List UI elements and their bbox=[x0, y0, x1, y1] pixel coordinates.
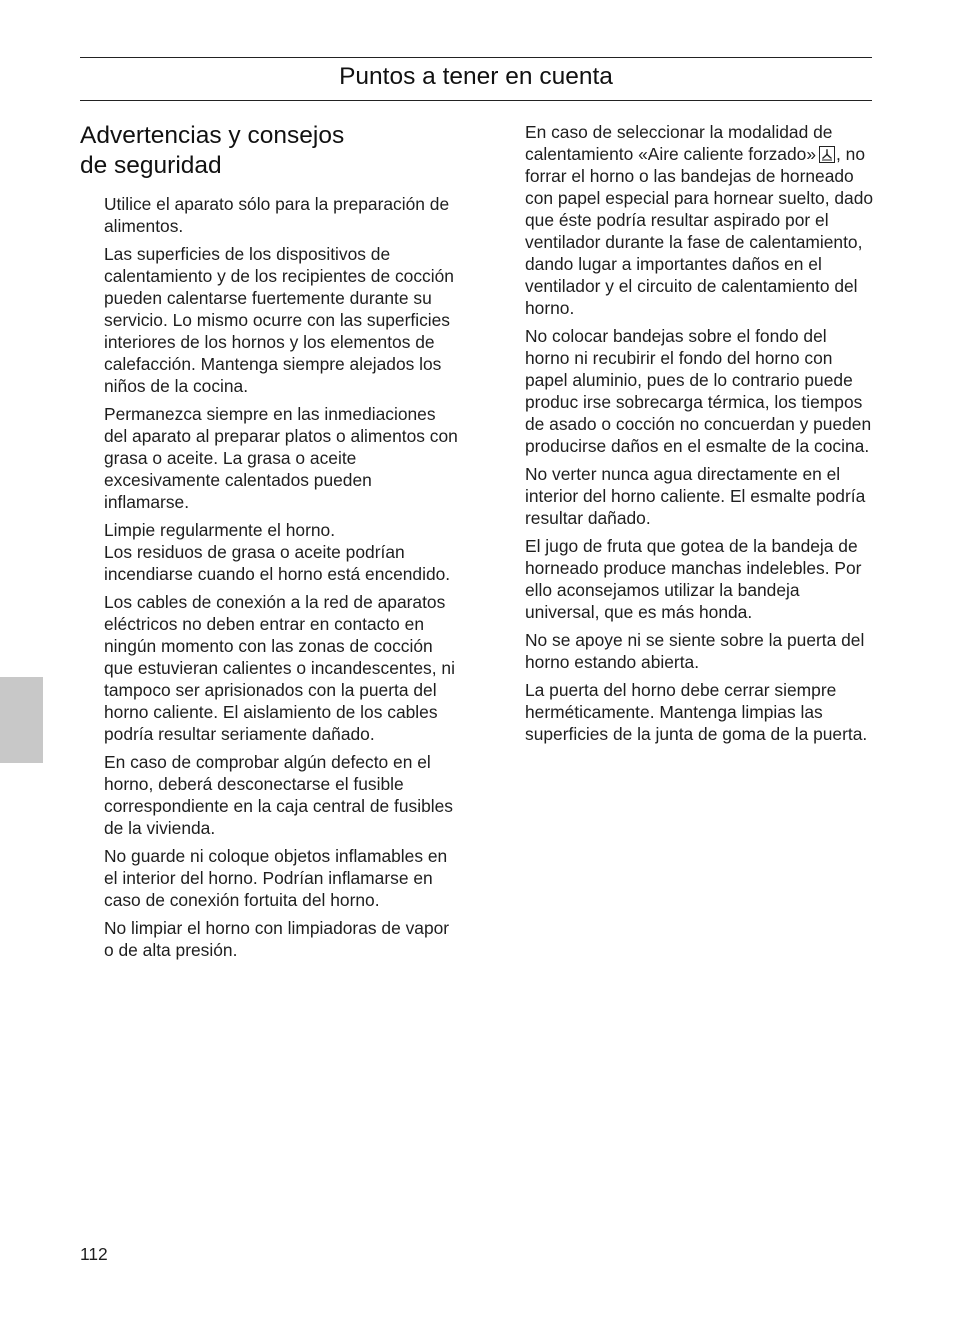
section-title-line1: Advertencias y consejos bbox=[80, 122, 345, 149]
header-top-rule bbox=[80, 57, 872, 58]
paragraph: La puerta del horno debe cerrar siempre herméticamente. Mantenga limpias las superficies de la junta de goma de la puerta. bbox=[525, 680, 868, 744]
paragraph: No verter nunca agua directamente en el interior del horno caliente. El esmalte podría resultar dañado. bbox=[525, 464, 866, 528]
paragraph: Permanezca siempre en las inmediaciones del aparato al preparar platos o alimentos con grasa o aceite. La grasa o aceite excesivamente calentados pueden inflamarse. bbox=[104, 404, 458, 512]
paragraph: No colocar bandejas sobre el fondo del horno ni recubirir el fondo del horno con papel aluminio, pues de lo contrario puede produc irse sobrecarga térmica, los tiempos de asado o cocción no concuerdan y pueden producirse daños en el esmalte de la cocina. bbox=[525, 326, 872, 456]
section-title-line2: de seguridad bbox=[80, 152, 222, 179]
page-number: 112 bbox=[80, 1244, 108, 1264]
right-column bbox=[525, 121, 875, 751]
paragraph: No se apoye ni se siente sobre la puerta del horno estando abierta. bbox=[525, 630, 865, 672]
paragraph: No limpiar el horno con limpiadoras de vapor o de alta presión. bbox=[104, 918, 450, 960]
paragraph bbox=[104, 519, 460, 585]
paragraph: Las superficies de los dispositivos de calentamiento y de los recipientes de cocción pueden calentarse fuertemente durante su servicio. Lo mismo ocurre con las superficies interiores de los hornos y los elementos de calefacción. Mantenga siempre alejados los niños de la cocina. bbox=[104, 244, 454, 396]
header-bottom-rule bbox=[80, 100, 872, 101]
chapter-side-tab bbox=[0, 677, 43, 763]
paragraph: En caso de comprobar algún defecto en el horno, deberá desconectarse el fusible correspondiente en la caja central de fusibles de la vivienda. bbox=[104, 752, 453, 838]
paragraph-line: Los residuos de grasa o aceite podrían incendiarse cuando el horno está encendido. bbox=[104, 542, 451, 584]
paragraph: No guarde ni coloque objetos inflamables en el interior del horno. Podrían inflamarse en caso de conexión fortuita del horno. bbox=[104, 846, 448, 910]
paragraph-text: En caso de seleccionar la modalidad de calentamiento «Aire caliente forzado» bbox=[525, 122, 833, 164]
paragraph: Los cables de conexión a la red de aparatos eléctricos no deben entrar en contacto en ningún momento con las zonas de cocción que estuvieran calientes o incandescentes, ni tampoco ser aprisionados con la puerta del horno caliente. El aislamiento de los cables podría resultar seriamente dañado. bbox=[104, 592, 455, 744]
paragraph: Utilice el aparato sólo para la preparación de alimentos. bbox=[104, 194, 450, 236]
paragraph-text: , no forrar el horno o las bandejas de horneado con papel especial para hornear suelto, dado que éste podría resultar aspirado por el ventilador durante la fase de calentamiento, dando lugar a importantes daños en el ventilador y el circuito de calentamiento del horno. bbox=[525, 144, 874, 318]
hot-air-fan-icon bbox=[819, 146, 835, 163]
paragraph: El jugo de fruta que gotea de la bandeja de horneado produce manchas indelebles. Por ello aconsejamos utilizar la bandeja universal, que es más honda. bbox=[525, 536, 862, 622]
paragraph-line: Limpie regularmente el horno. bbox=[104, 520, 336, 540]
paragraph bbox=[525, 121, 875, 319]
section-title bbox=[80, 121, 460, 181]
page-header-title: Puntos a tener en cuenta bbox=[339, 63, 613, 90]
left-column bbox=[104, 193, 460, 967]
